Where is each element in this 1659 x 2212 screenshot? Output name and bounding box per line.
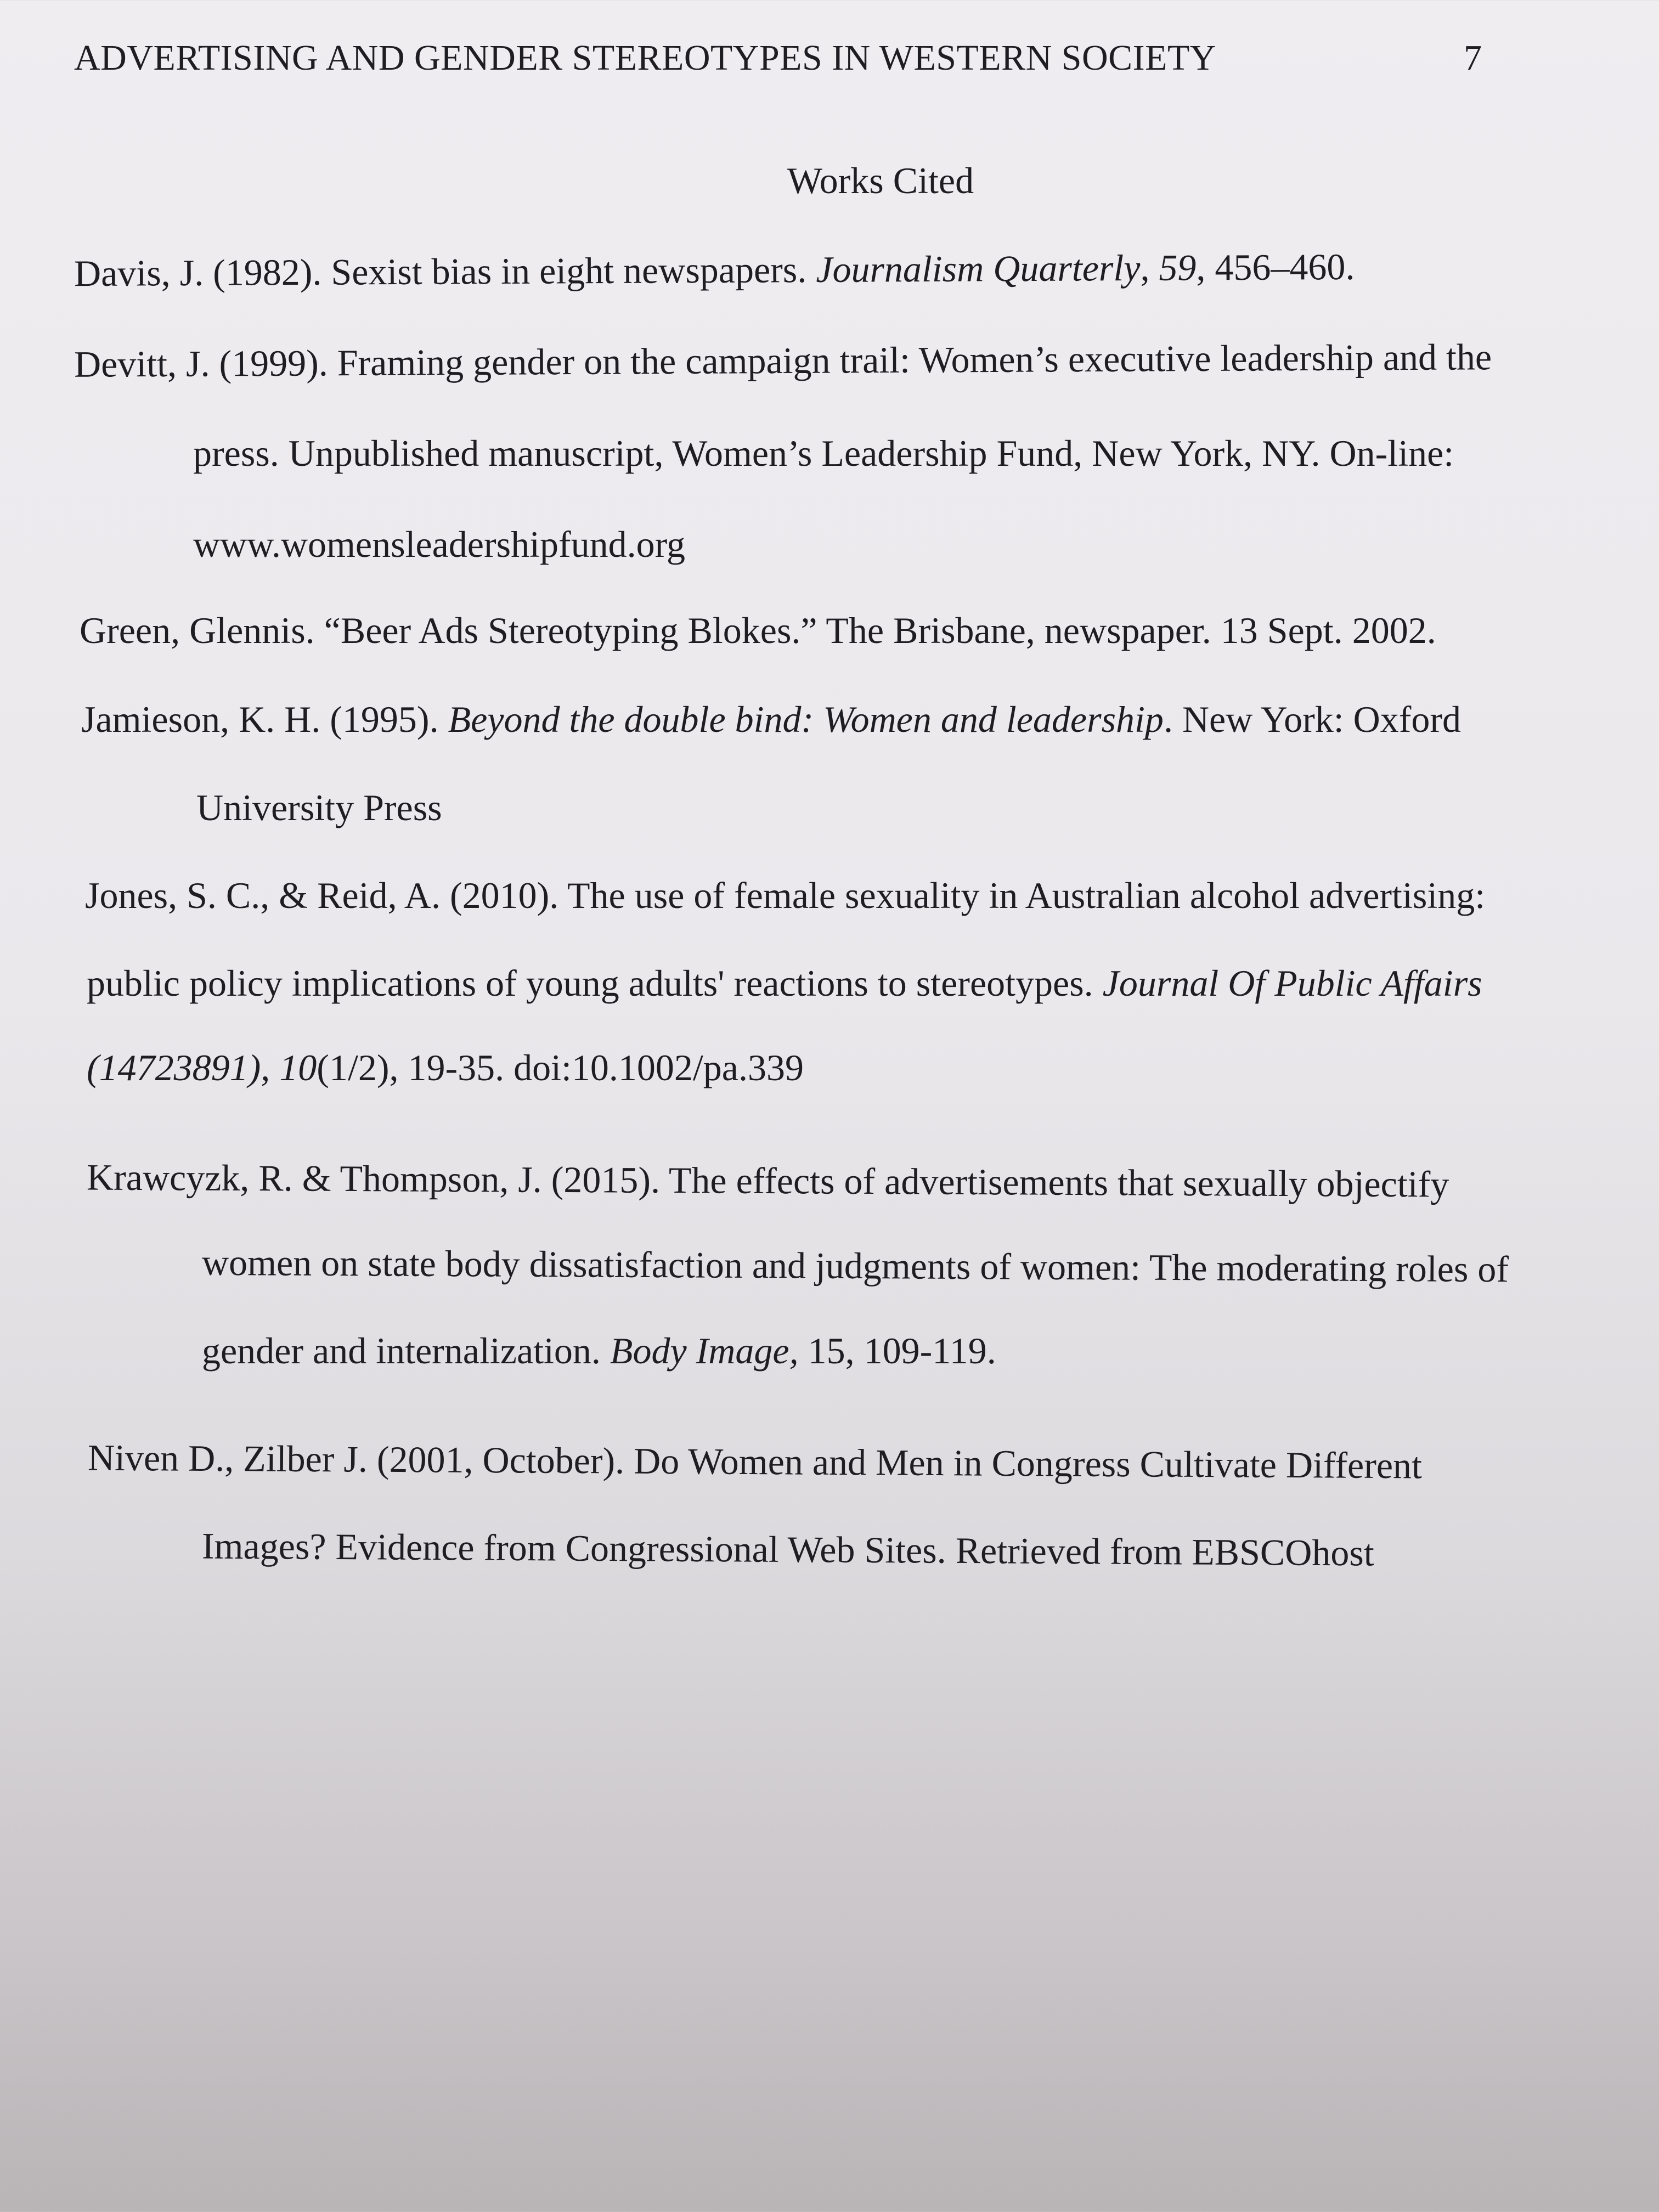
reference-niven-line-2: Images? Evidence from Congressional Web Sites. Retrieved from EBSCOhost	[201, 1525, 1374, 1574]
reference-jamieson-line-1: Jamieson, K. H. (1995). Beyond the double bind: Women and leadership. New York: Oxford	[81, 698, 1462, 740]
reference-krawcyzk-line-2: women on state body dissatisfaction and judgments of women: The moderating roles of	[201, 1241, 1509, 1290]
reference-devitt-line-2: press. Unpublished manuscript, Women’s Leadership Fund, New York, NY. On-line:	[193, 432, 1454, 474]
reference-krawcyzk-line-1: Krawcyzk, R. & Thompson, J. (2015). The effects of advertisements that sexually objectify	[86, 1156, 1449, 1205]
reference-davis-line-1: Davis, J. (1982). Sexist bias in eight newspapers. Journalism Quarterly, 59, 456–460.	[74, 245, 1355, 295]
reference-jamieson-line-2: University Press	[196, 787, 442, 828]
reference-krawcyzk-line-3: gender and internalization. Body Image, 15, 109-119.	[202, 1330, 996, 1372]
reference-jones-line-3: (14723891), 10(1/2), 19-35. doi:10.1002/pa.339	[87, 1047, 804, 1088]
page-number: 7	[1464, 38, 1482, 78]
reference-niven-line-1: Niven D., Zilber J. (2001, October). Do Women and Men in Congress Cultivate Different	[87, 1436, 1423, 1487]
running-head: ADVERTISING AND GENDER STEREOTYPES IN WESTERN SOCIETY	[74, 38, 1216, 78]
reference-devitt-line-3: www.womensleadershipfund.org	[193, 523, 686, 565]
reference-jones-line-2: public policy implications of young adults' reactions to stereotypes. Journal Of Public Affairs	[87, 962, 1482, 1004]
reference-jones-line-1: Jones, S. C., & Reid, A. (2010). The use of female sexuality in Australian alcohol advertising:	[85, 874, 1486, 916]
works-cited-heading: Works Cited	[787, 160, 974, 201]
reference-devitt-line-1: Devitt, J. (1999). Framing gender on the campaign trail: Women’s executive leadership and the	[74, 336, 1492, 385]
reference-green-line-1: Green, Glennis. “Beer Ads Stereotyping Blokes.” The Brisbane, newspaper. 13 Sept. 2002.	[80, 610, 1436, 651]
